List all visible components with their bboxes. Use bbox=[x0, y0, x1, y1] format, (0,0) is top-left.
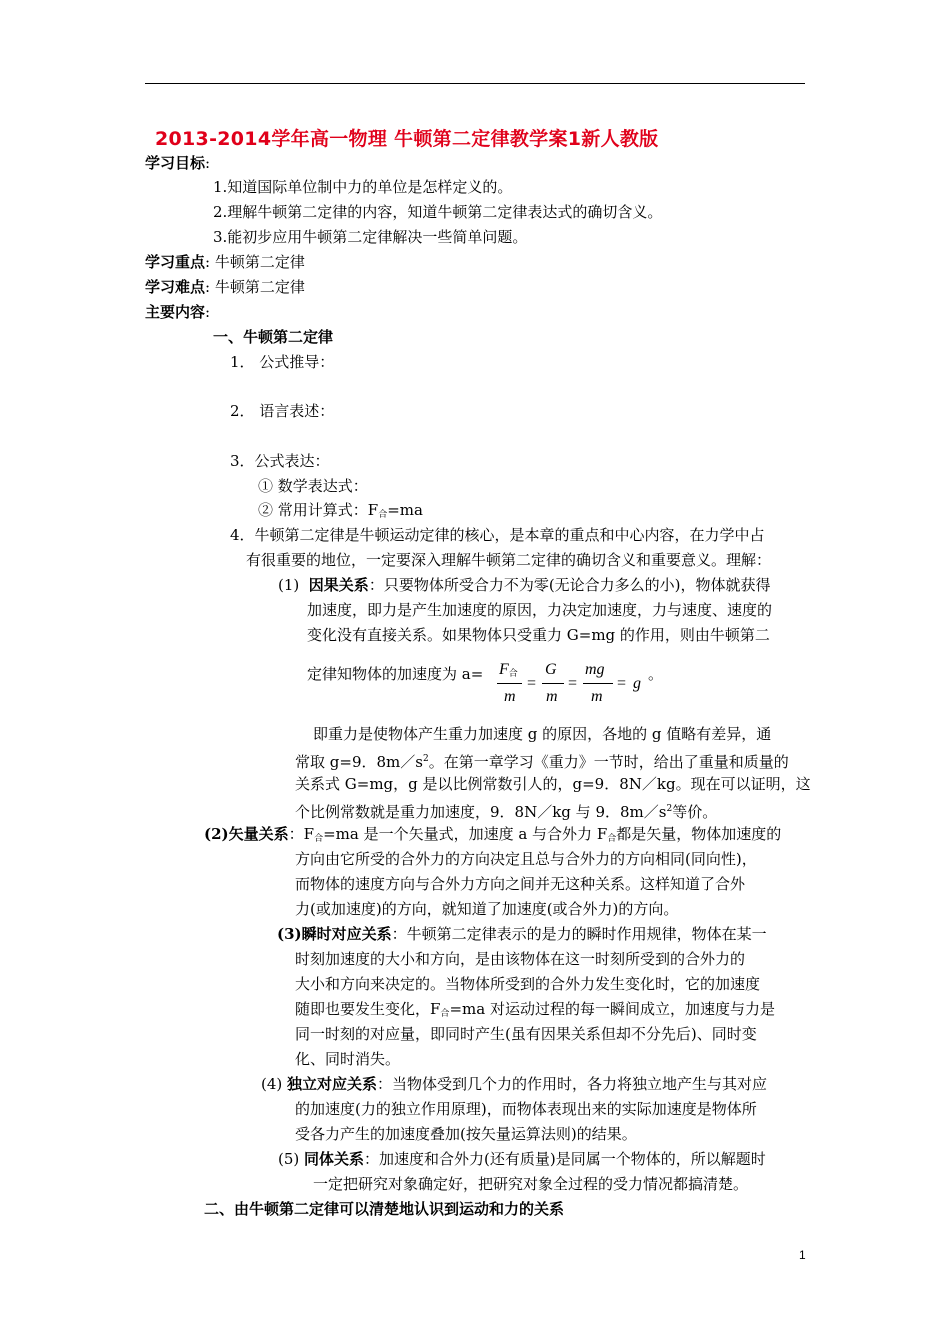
formula-g-numerator: G bbox=[545, 661, 557, 678]
formula-denominator: m bbox=[546, 688, 558, 705]
causal-relation-line-4: 定律知物体的加速度为 a= bbox=[307, 665, 484, 683]
causal-relation-line-8: 个比例常数就是重力加速度，9．8N／kg 与 9．$8m/s^2$等价。 bbox=[295, 803, 718, 821]
goal-2: 2.理解牛顿第二定律的内容，知道牛顿第二定律表达式的确切含义。 bbox=[213, 203, 663, 221]
causal-relation-line-7: 关系式 G=mg，g 是以比例常数引人的，g=9．8N／kg。现在可以证明，这 bbox=[295, 775, 811, 793]
formula-f-numerator: $F_合$ bbox=[499, 661, 518, 678]
goal-3: 3.能初步应用牛顿第二定律解决一些简单问题。 bbox=[213, 228, 528, 246]
fraction-bar bbox=[542, 683, 564, 684]
formula-period: 。 bbox=[648, 665, 664, 683]
item-verbal-statement: 2． 语言表述： bbox=[230, 402, 335, 420]
independent-relation-line-2: 的加速度(力的独立作用原理)，而物体表现出来的实际加速度是物体所 bbox=[295, 1100, 757, 1118]
independent-relation-line-3: 受各力产生的加速度叠加(按矢量运算法则)的结果。 bbox=[295, 1125, 637, 1143]
item-4-line-1: 4．牛顿第二定律是牛顿运动定律的核心，是本章的重点和中心内容，在力学中占 bbox=[230, 526, 765, 544]
instantaneous-relation-line-6: 化、同时消失。 bbox=[295, 1050, 401, 1068]
key-point: 学习重点: 牛顿第二定律 bbox=[145, 253, 305, 271]
item-formula-expression: 3．公式表达： bbox=[230, 452, 330, 470]
independent-relation-line-1: (4) 独立对应关系：当物体受到几个力的作用时，各力将独立地产生与其对应 bbox=[261, 1075, 768, 1093]
causal-relation-line-5: 即重力是使物体产生重力加速度 g 的原因，各地的 g 值略有差异，通 bbox=[313, 725, 772, 743]
fraction-bar bbox=[583, 683, 613, 684]
fraction-bar bbox=[497, 683, 522, 684]
goals-heading: 学习目标: bbox=[145, 154, 211, 172]
instantaneous-relation-line-2: 时刻加速度的大小和方向，是由该物体在这一时刻所受到的合外力的 bbox=[295, 950, 746, 968]
document-title: 2013-2014学年高一物理 牛顿第二定律教学案1新人教版 bbox=[155, 128, 659, 150]
instantaneous-relation-line-1: (3)瞬时对应关系：牛顿第二定律表示的是力的瞬时作用规律，物体在某一 bbox=[277, 925, 767, 943]
causal-relation-line-6: 常取 g=9．$8m/s^2$。在第一章学习《重力》一节时，给出了重量和质量的 bbox=[295, 753, 789, 771]
item-4-line-2: 有很重要的地位，一定要深入理解牛顿第二定律的确切含义和重要意义。理解： bbox=[246, 551, 772, 569]
goal-1: 1.知道国际单位制中力的单位是怎样定义的。 bbox=[213, 178, 513, 196]
formula-denominator: m bbox=[591, 688, 603, 705]
instantaneous-relation-line-3: 大小和方向来决定的。当物体所受到的合外力发生变化时，它的加速度 bbox=[295, 975, 761, 993]
formula-equals: = bbox=[617, 675, 627, 692]
section-1-heading: 一、牛顿第二定律 bbox=[213, 328, 334, 346]
main-content-heading: 主要内容: bbox=[145, 303, 211, 321]
page-number: 1 bbox=[799, 1248, 806, 1262]
causal-relation-line-1: (1) 因果关系：只要物体所受合力不为零(无论合力多么的小)，物体就获得 bbox=[278, 576, 771, 594]
item-math-expression: ① 数学表达式： bbox=[258, 477, 368, 495]
vector-relation-line-4: 力(或加速度)的方向，就知道了加速度(或合外力)的方向。 bbox=[295, 900, 679, 918]
item-common-formula: ② 常用计算式：$F_合=ma$ bbox=[258, 501, 423, 520]
difficulty-point: 学习难点: 牛顿第二定律 bbox=[145, 278, 305, 296]
same-body-relation-line-1: (5) 同体关系：加速度和合外力(还有质量)是同属一个物体的，所以解题时 bbox=[278, 1150, 766, 1168]
vector-relation-line-3: 而物体的速度方向与合外力方向之间并无这种关系。这样知道了合外 bbox=[295, 875, 746, 893]
section-2-heading: 二、由牛顿第二定律可以清楚地认识到运动和力的关系 bbox=[204, 1200, 565, 1218]
formula-g: g bbox=[633, 675, 641, 692]
header-rule bbox=[145, 83, 805, 84]
instantaneous-relation-line-4: 随即也要发生变化，$F_合=ma$ 对运动过程的每一瞬间成立，加速度与力是 bbox=[295, 1000, 775, 1019]
causal-relation-line-2: 加速度，即力是产生加速度的原因，力决定加速度，力与速度、速度的 bbox=[307, 601, 773, 619]
vector-relation-line-2: 方向由它所受的合外力的方向决定且总与合外力的方向相同(同向性)， bbox=[295, 850, 757, 868]
item-formula-derivation: 1． 公式推导： bbox=[230, 353, 335, 371]
instantaneous-relation-line-5: 同一时刻的对应量，即同时产生(虽有因果关系但却不分先后)、同时变 bbox=[295, 1025, 757, 1043]
formula-equals: = bbox=[527, 675, 537, 692]
vector-relation-line-1: (2)矢量关系：$F_合=ma$ 是一个矢量式，加速度 a 与合外力 $F_合$都是矢量，物体加速度的 bbox=[204, 825, 782, 844]
formula-equals: = bbox=[568, 675, 578, 692]
formula-mg-numerator: mg bbox=[585, 661, 605, 678]
formula-denominator: m bbox=[504, 688, 516, 705]
causal-relation-line-3: 变化没有直接关系。如果物体只受重力 G=mg 的作用，则由牛顿第二 bbox=[307, 626, 770, 644]
same-body-relation-line-2: 一定把研究对象确定好，把研究对象全过程的受力情况都搞清楚。 bbox=[313, 1175, 749, 1193]
